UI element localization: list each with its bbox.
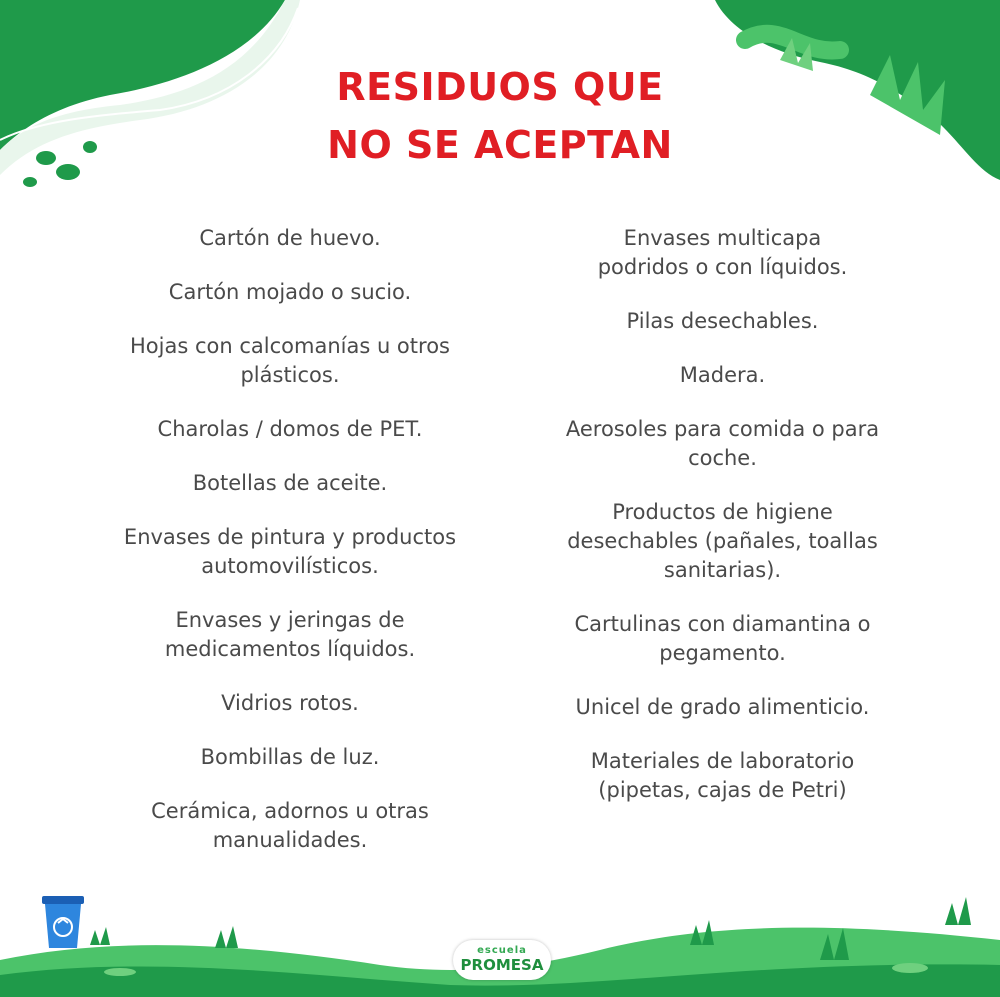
list-item <box>90 278 490 307</box>
list-item <box>520 361 925 390</box>
right-column-list <box>520 224 925 830</box>
list-item <box>520 415 925 473</box>
item-text: manualidades. <box>212 828 368 852</box>
item-text: automovilísticos. <box>201 554 379 578</box>
list-item <box>90 415 490 444</box>
list-item <box>520 307 925 336</box>
list-item <box>520 498 925 585</box>
item-text: Hojas con calcomanías u otros <box>130 334 450 358</box>
logo-small-text: escuela <box>477 945 527 956</box>
item-text: medicamentos líquidos. <box>164 637 416 661</box>
item-text: Envases y jeringas de <box>175 608 405 632</box>
item-text: Pilas desechables. <box>626 309 819 333</box>
list-item <box>90 606 490 664</box>
recycling-bin-icon <box>42 896 84 948</box>
item-text: (pipetas, cajas de Petri) <box>598 778 847 802</box>
item-text: Cartón mojado o sucio. <box>168 280 412 304</box>
item-text: Unicel de grado alimenticio. <box>575 695 870 719</box>
title-line-2: NO SE ACEPTAN <box>327 123 673 167</box>
list-item <box>90 743 490 772</box>
item-text: Productos de higiene <box>612 500 833 524</box>
item-text: Cerámica, adornos u otras <box>151 799 429 823</box>
left-column-list <box>90 224 490 880</box>
item-text: coche. <box>688 446 757 470</box>
list-item <box>90 797 490 855</box>
list-item <box>90 689 490 718</box>
list-item <box>520 747 925 805</box>
logo-big-text: PROMESA <box>460 956 544 974</box>
item-text: Aerosoles para comida o para <box>565 417 880 441</box>
item-text: Cartulinas con diamantina o <box>574 612 871 636</box>
list-item <box>520 610 925 668</box>
item-text: plásticos. <box>240 363 340 387</box>
item-text: Vidrios rotos. <box>221 691 359 715</box>
item-text: podridos o con líquidos. <box>597 255 848 279</box>
item-text: Envases multicapa <box>623 226 822 250</box>
list-item <box>90 469 490 498</box>
list-item <box>520 224 925 282</box>
page-title <box>0 58 1000 174</box>
item-text: Botellas de aceite. <box>192 471 388 495</box>
item-text: sanitarias). <box>663 558 782 582</box>
item-text: Madera. <box>679 363 766 387</box>
list-item <box>90 224 490 253</box>
item-text: Bombillas de luz. <box>200 745 380 769</box>
title-line-1: RESIDUOS QUE <box>336 65 664 109</box>
item-text: desechables (pañales, toallas <box>567 529 878 553</box>
item-text: Envases de pintura y productos <box>123 525 457 549</box>
list-item <box>520 693 925 722</box>
item-text: Charolas / domos de PET. <box>157 417 423 441</box>
item-text: Cartón de huevo. <box>199 226 381 250</box>
escuela-promesa-logo <box>453 940 551 980</box>
list-item <box>90 332 490 390</box>
list-item <box>90 523 490 581</box>
item-text: pegamento. <box>659 641 786 665</box>
item-text: Materiales de laboratorio <box>590 749 855 773</box>
